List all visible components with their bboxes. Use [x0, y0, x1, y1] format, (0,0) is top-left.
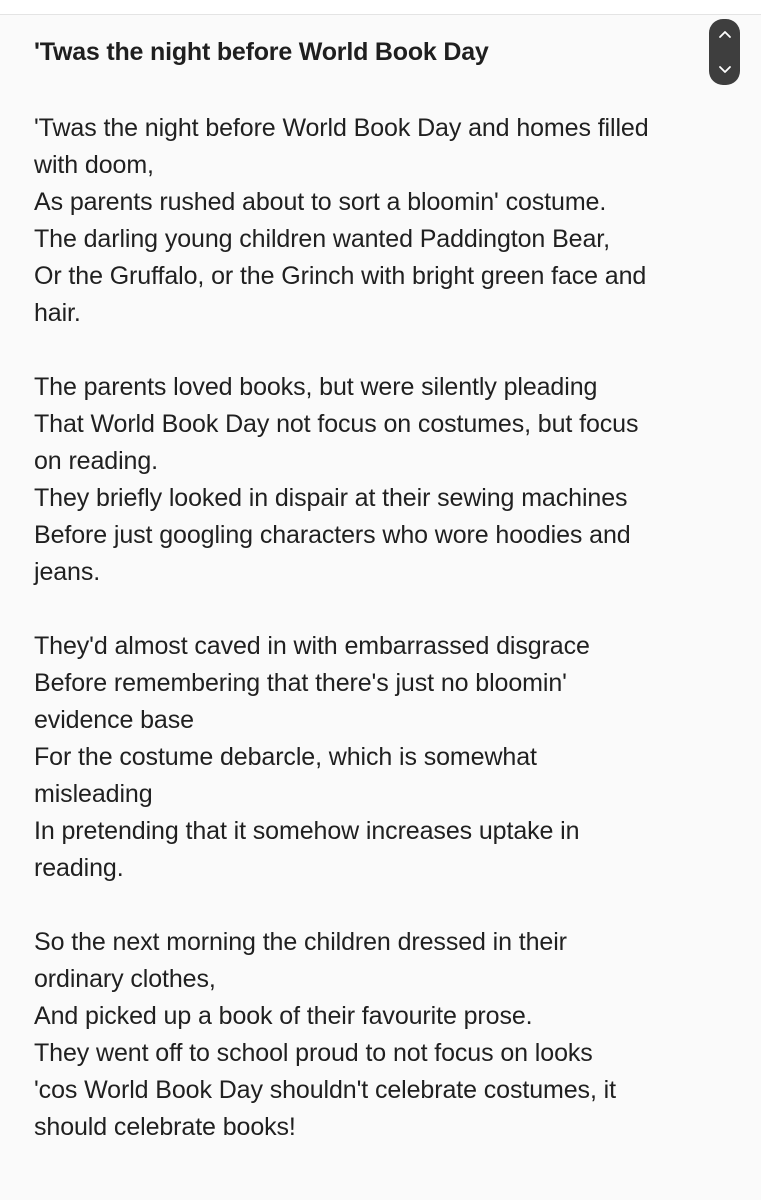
note-title: 'Twas the night before World Book Day	[34, 38, 489, 66]
poem-line: The darling young children wanted Paddington Bear,	[34, 225, 610, 253]
poem-line: Before just googling characters who wore hoodies and	[34, 521, 631, 549]
chevron-up-icon[interactable]	[717, 27, 733, 43]
poem-line: The parents loved books, but were silently pleading	[34, 373, 598, 401]
poem-stanza	[34, 110, 734, 332]
poem-line: misleading	[34, 780, 153, 808]
poem-line: As parents rushed about to sort a bloomin' costume.	[34, 188, 607, 216]
poem-line: In pretending that it somehow increases uptake in	[34, 817, 580, 845]
poem-stanza	[34, 924, 734, 1146]
poem-line: For the costume debarcle, which is somewhat	[34, 743, 537, 771]
poem-line: reading.	[34, 854, 124, 882]
poem-line: on reading.	[34, 447, 158, 475]
poem-line: They briefly looked in dispair at their sewing machines	[34, 484, 628, 512]
poem-line: evidence base	[34, 706, 194, 734]
note-body	[34, 110, 734, 1146]
poem-stanza	[34, 628, 734, 887]
poem-stanza	[34, 369, 734, 591]
poem-line: should celebrate books!	[34, 1113, 296, 1141]
poem-line: hair.	[34, 299, 81, 327]
poem-line: And picked up a book of their favourite prose.	[34, 1002, 533, 1030]
chevron-down-icon[interactable]	[717, 61, 733, 77]
poem-line: 'Twas the night before World Book Day and homes filled	[34, 114, 649, 142]
poem-line: 'cos World Book Day shouldn't celebrate costumes, it	[34, 1076, 616, 1104]
scroll-control[interactable]	[709, 19, 740, 85]
poem-line: with doom,	[34, 151, 154, 179]
poem-line: Or the Gruffalo, or the Grinch with bright green face and	[34, 262, 647, 290]
note-content	[34, 34, 734, 1183]
poem-line: That World Book Day not focus on costumes, but focus	[34, 410, 639, 438]
top-divider	[0, 0, 761, 15]
poem-line: So the next morning the children dressed in their	[34, 928, 567, 956]
poem-line: ordinary clothes,	[34, 965, 216, 993]
poem-line: They'd almost caved in with embarrassed disgrace	[34, 632, 590, 660]
poem-line: Before remembering that there's just no bloomin'	[34, 669, 567, 697]
poem-line: jeans.	[34, 558, 101, 586]
poem-line: They went off to school proud to not focus on looks	[34, 1039, 593, 1067]
